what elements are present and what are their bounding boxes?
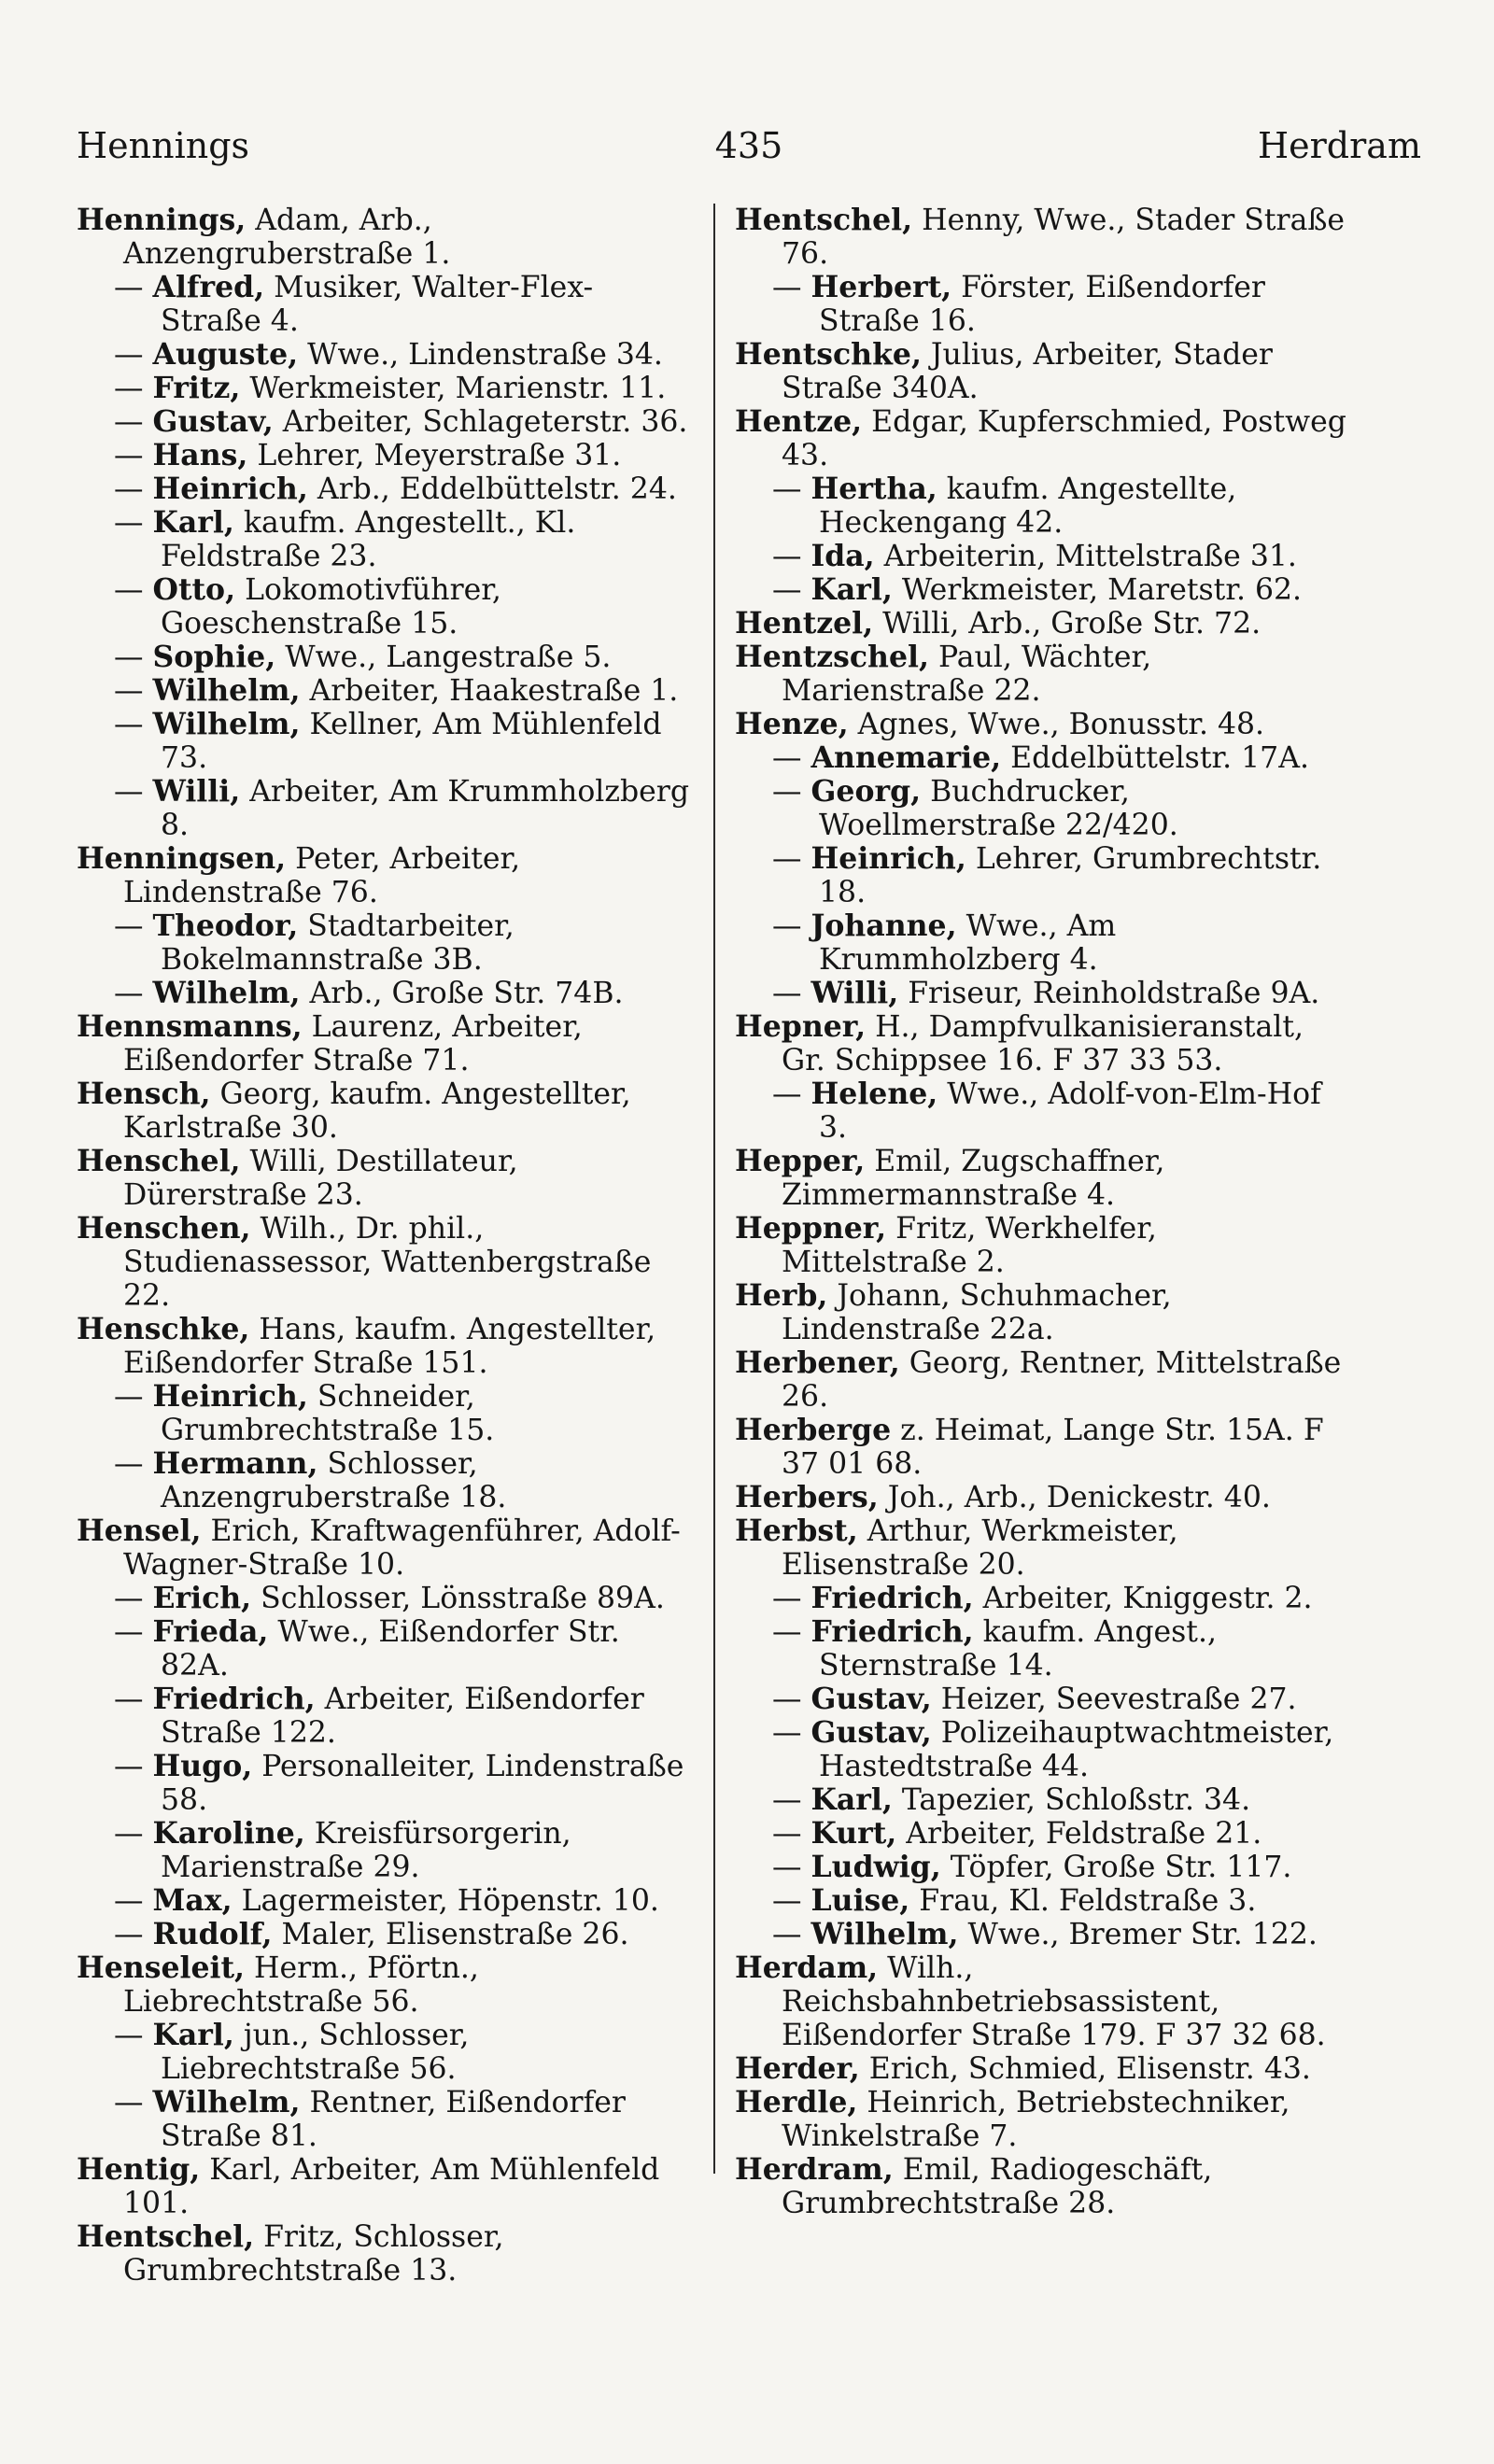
directory-entry: [77, 1817, 693, 1884]
entry-details: Henny, Wwe., Stader Straße 76.: [782, 204, 1346, 271]
entry-details: Wwe., Adolf-von-Elm-Hof 3.: [819, 1077, 1321, 1145]
entry-name: Auguste,: [152, 337, 299, 372]
entry-name: Georg,: [810, 774, 922, 809]
entry-details: Arb., Große Str. 74B.: [309, 977, 624, 1010]
directory-entry: [735, 1615, 1351, 1683]
entry-name: Gustav,: [810, 1715, 932, 1750]
entry-name: Kurt,: [810, 1816, 897, 1851]
entry-name: Herdam,: [735, 1950, 879, 1985]
entry-details: Wwe., Langestraße 5.: [285, 641, 612, 674]
entry-name: Herbert,: [810, 270, 952, 304]
entry-name: Friedrich,: [810, 1581, 974, 1615]
entry-details: H., Dampfvulkanisieranstalt, Gr. Schippsee 16. F 37 33 53.: [782, 1010, 1304, 1077]
entry-name: Frieda,: [152, 1614, 269, 1649]
directory-entry: [77, 1447, 693, 1514]
directory-entry: [77, 674, 693, 708]
entry-name: Hennsmanns,: [77, 1009, 303, 1044]
entry-name: Willi,: [810, 976, 899, 1010]
entry-details: Emil, Radiogeschäft, Grumbrechtstraße 28.: [782, 2153, 1213, 2220]
directory-entry: [735, 775, 1351, 842]
entry-name: Gustav,: [810, 1682, 932, 1716]
directory-entry: [735, 1716, 1351, 1783]
directory-entry: [77, 338, 693, 372]
entry-name: Wilhelm,: [810, 1917, 959, 1951]
directory-entry: [77, 1683, 693, 1750]
directory-entry: [735, 909, 1351, 977]
entry-name: Hensch,: [77, 1077, 211, 1111]
entry-details: Fritz, Schlosser, Grumbrechtstraße 13.: [123, 2220, 504, 2288]
entry-details: Arthur, Werkmeister, Elisenstraße 20.: [782, 1514, 1178, 1582]
entry-details: Werkmeister, Maretstr. 62.: [901, 573, 1303, 607]
directory-entry: [77, 573, 693, 641]
directory-entry: [735, 1346, 1351, 1414]
entry-details: Arbeiter, Feldstraße 21.: [906, 1817, 1262, 1851]
entry-name: Henschel,: [77, 1144, 241, 1178]
entry-name: Karl,: [810, 1782, 893, 1817]
entry-details: Personalleiter, Lindenstraße 58.: [161, 1750, 684, 1817]
entry-name: Rudolf,: [152, 1917, 273, 1951]
entry-details: Frau, Kl. Feldstraße 3.: [919, 1884, 1257, 1918]
directory-entry: [77, 405, 693, 439]
entry-details: jun., Schlosser, Liebrechtstraße 56.: [161, 2019, 470, 2086]
entry-name: Herdle,: [735, 2085, 858, 2119]
entry-details: Polizeihauptwachtmeister, Hastedtstraße 44.: [819, 1716, 1334, 1783]
entry-details: Rentner, Eißendorfer Straße 81.: [161, 2086, 626, 2153]
directory-entry: [77, 1514, 693, 1582]
directory-entry: [735, 1851, 1351, 1884]
directory-entry: [735, 1514, 1351, 1582]
entry-name: Herb,: [735, 1278, 828, 1313]
entry-details: Friseur, Reinholdstraße 9A.: [908, 977, 1320, 1010]
directory-entry: [77, 977, 693, 1010]
directory-entry: [735, 741, 1351, 775]
directory-entry: [735, 1077, 1351, 1145]
entry-name: Heinrich,: [152, 472, 308, 506]
directory-entry: [77, 1145, 693, 1212]
directory-entry: [735, 204, 1351, 271]
entry-details: Wwe., Am Krummholzberg 4.: [819, 909, 1117, 977]
directory-entry: [77, 1077, 693, 1145]
directory-entry: [735, 1279, 1351, 1346]
directory-entry: [735, 1817, 1351, 1851]
entry-name: Henze,: [735, 707, 849, 741]
directory-entry: [735, 1783, 1351, 1817]
directory-entry: [77, 204, 693, 271]
entry-name: Wilhelm,: [152, 2085, 301, 2119]
entry-details: Arbeiter, Schlageterstr. 36.: [282, 405, 688, 439]
directory-entry: [77, 439, 693, 472]
entry-name: Herder,: [735, 2051, 860, 2086]
entry-details: Julius, Arbeiter, Stader Straße 340A.: [782, 338, 1273, 405]
entry-name: Hentzel,: [735, 606, 874, 641]
entry-name: Heppner,: [735, 1211, 887, 1246]
directory-entry: [735, 271, 1351, 338]
directory-entry: [735, 2052, 1351, 2086]
directory-entry: [77, 641, 693, 674]
entry-details: Wwe., Eißendorfer Str. 82A.: [161, 1615, 620, 1683]
entry-details: Arbeiter, Eißendorfer Straße 122.: [161, 1683, 644, 1750]
directory-entry: [735, 1582, 1351, 1615]
entry-name: Henningsen,: [77, 841, 287, 876]
entry-name: Hentzschel,: [735, 640, 929, 674]
directory-entry: [735, 977, 1351, 1010]
entry-details: Musiker, Walter-Flex-Straße 4.: [161, 271, 594, 338]
directory-entry: [735, 2086, 1351, 2153]
directory-entry: [735, 1918, 1351, 1951]
entry-details: Stadtarbeiter, Bokelmannstraße 3B.: [161, 909, 514, 977]
entry-name: Willi,: [152, 774, 241, 809]
entry-details: Paul, Wächter, Marienstraße 22.: [782, 641, 1152, 708]
left-column: [77, 204, 693, 2288]
directory-entry: [77, 2086, 693, 2153]
entry-details: Joh., Arb., Denickestr. 40.: [887, 1481, 1271, 1514]
directory-entry: [77, 1010, 693, 1077]
entry-details: Schneider, Grumbrechtstraße 15.: [161, 1380, 495, 1447]
entry-details: Herm., Pförtn., Liebrechtstraße 56.: [123, 1951, 479, 2019]
entry-details: z. Heimat, Lange Str. 15A. F 37 01 68.: [782, 1414, 1324, 1481]
directory-entry: [735, 1951, 1351, 2052]
entry-name: Wilhelm,: [152, 673, 301, 708]
entry-name: Helene,: [810, 1077, 938, 1111]
entry-name: Friedrich,: [152, 1682, 316, 1716]
entry-name: Karl,: [152, 2018, 234, 2052]
directory-entry: [77, 1750, 693, 1817]
entry-name: Herbers,: [735, 1480, 879, 1514]
entry-name: Erich,: [152, 1581, 252, 1615]
directory-entry: [77, 2153, 693, 2220]
entry-details: Adam, Arb., Anzengruberstraße 1.: [123, 204, 451, 271]
entry-name: Hennings,: [77, 203, 247, 237]
entry-name: Luise,: [810, 1883, 910, 1918]
directory-entry: [77, 1582, 693, 1615]
entry-name: Gustav,: [152, 404, 274, 439]
entry-name: Henschke,: [77, 1312, 250, 1346]
entry-details: Lokomotivführer, Goeschenstraße 15.: [161, 573, 501, 641]
entry-name: Hentschke,: [735, 337, 922, 372]
entry-name: Herbener,: [735, 1345, 900, 1380]
entry-name: Max,: [152, 1883, 233, 1918]
entry-name: Heinrich,: [152, 1379, 308, 1414]
directory-entry: [77, 1212, 693, 1313]
directory-entry: [735, 1683, 1351, 1716]
entry-details: Lagermeister, Höpenstr. 10.: [241, 1884, 659, 1918]
entry-details: Willi, Destillateur, Dürerstraße 23.: [123, 1145, 518, 1212]
entry-details: Lehrer, Grumbrechtstr. 18.: [819, 842, 1322, 909]
page-number: 435: [714, 125, 783, 166]
entry-name: Johanne,: [810, 908, 957, 943]
entry-details: Tapezier, Schloßstr. 34.: [901, 1783, 1251, 1817]
page-header: [77, 120, 1421, 176]
directory-entry: [77, 1918, 693, 1951]
entry-name: Herdram,: [735, 2152, 894, 2187]
directory-entry: [77, 2019, 693, 2086]
entry-name: Hentze,: [735, 404, 863, 439]
entry-details: Peter, Arbeiter, Lindenstraße 76.: [123, 842, 521, 909]
directory-entry: [735, 573, 1351, 607]
entry-details: Förster, Eißendorfer Straße 16.: [819, 271, 1265, 338]
column-divider: [713, 204, 715, 2174]
directory-entry: [77, 271, 693, 338]
directory-entry: [77, 472, 693, 506]
entry-details: Erich, Kraftwagenführer, Adolf-Wagner-Straße 10.: [123, 1514, 681, 1582]
entry-name: Hepner,: [735, 1009, 867, 1044]
entry-name: Herberge: [735, 1413, 892, 1447]
entry-details: Heizer, Seevestraße 27.: [940, 1683, 1297, 1716]
directory-entry: [77, 842, 693, 909]
entry-name: Herbst,: [735, 1514, 858, 1548]
directory-entry: [735, 1884, 1351, 1918]
directory-entry: [735, 708, 1351, 741]
entry-name: Karoline,: [152, 1816, 305, 1851]
right-column: [735, 204, 1351, 2220]
entry-name: Henseleit,: [77, 1950, 245, 1985]
entry-details: Kreisfürsorgerin, Marienstraße 29.: [161, 1817, 571, 1884]
directory-entry: [735, 842, 1351, 909]
entry-name: Alfred,: [152, 270, 265, 304]
directory-entry: [735, 641, 1351, 708]
entry-name: Wilhelm,: [152, 707, 301, 741]
directory-entry: [77, 1615, 693, 1683]
entry-details: Kellner, Am Mühlenfeld 73.: [161, 708, 662, 775]
entry-name: Hugo,: [152, 1749, 253, 1783]
entry-details: Arb., Eddelbüttelstr. 24.: [317, 472, 677, 506]
entry-details: Lehrer, Meyerstraße 31.: [257, 439, 622, 472]
entry-details: Arbeiter, Kniggestr. 2.: [982, 1582, 1313, 1615]
entry-details: Wilh., Dr. phil., Studienassessor, Wattenbergstraße 22.: [123, 1212, 652, 1313]
directory-entry: [735, 1414, 1351, 1481]
directory-entry: [77, 708, 693, 775]
entry-details: Georg, Rentner, Mittelstraße 26.: [782, 1346, 1342, 1414]
entry-name: Hertha,: [810, 472, 937, 506]
directory-entry: [735, 1145, 1351, 1212]
entry-name: Hans,: [152, 438, 248, 472]
entry-details: Willi, Arb., Große Str. 72.: [882, 607, 1261, 641]
entry-name: Friedrich,: [810, 1614, 974, 1649]
entry-details: Hans, kaufm. Angestellter, Eißendorfer Straße 151.: [123, 1313, 656, 1380]
entry-details: Edgar, Kupferschmied, Postweg 43.: [782, 405, 1346, 472]
entry-details: Erich, Schmied, Elisenstr. 43.: [868, 2052, 1311, 2086]
entry-details: kaufm. Angestellte, Heckengang 42.: [819, 472, 1237, 540]
entry-name: Hentschel,: [735, 203, 913, 237]
entry-details: Johann, Schuhmacher, Lindenstraße 22a.: [782, 1279, 1172, 1346]
directory-entry: [735, 1212, 1351, 1279]
entry-name: Hentig,: [77, 2152, 201, 2187]
directory-entry: [77, 909, 693, 977]
entry-name: Sophie,: [152, 640, 276, 674]
entry-details: Töpfer, Große Str. 117.: [950, 1851, 1292, 1884]
directory-entry: [735, 338, 1351, 405]
directory-entry: [735, 2153, 1351, 2220]
entry-details: Laurenz, Arbeiter, Eißendorfer Straße 71.: [123, 1010, 583, 1077]
entry-name: Otto,: [152, 572, 236, 607]
directory-entry: [77, 775, 693, 842]
directory-entry: [77, 1313, 693, 1380]
directory-entry: [77, 1951, 693, 2019]
directory-entry: [77, 506, 693, 573]
directory-entry: [735, 540, 1351, 573]
entry-name: Wilhelm,: [152, 976, 301, 1010]
entry-name: Hentschel,: [77, 2219, 255, 2254]
entry-details: Agnes, Wwe., Bonusstr. 48.: [857, 708, 1265, 741]
directory-entry: [735, 472, 1351, 540]
entry-name: Theodor,: [152, 908, 299, 943]
entry-details: Arbeiter, Haakestraße 1.: [309, 674, 679, 708]
entry-name: Annemarie,: [810, 740, 1002, 775]
entry-name: Hermann,: [152, 1446, 318, 1481]
directory-entry: [735, 1481, 1351, 1514]
entry-details: kaufm. Angest., Sternstraße 14.: [819, 1615, 1217, 1683]
entry-details: Werkmeister, Marienstr. 11.: [249, 372, 667, 405]
directory-entry: [77, 1884, 693, 1918]
entry-details: Fritz, Werkhelfer, Mittelstraße 2.: [782, 1212, 1157, 1279]
running-head-last-entry: Herdram: [1258, 125, 1421, 166]
entry-name: Karl,: [152, 505, 234, 540]
entry-name: Heinrich,: [810, 841, 966, 876]
entry-name: Hepper,: [735, 1144, 866, 1178]
entry-name: Fritz,: [152, 371, 241, 405]
directory-entry: [77, 2220, 693, 2288]
directory-entry: [77, 1380, 693, 1447]
entry-details: Schlosser, Lönsstraße 89A.: [261, 1582, 665, 1615]
entry-details: Schlosser, Anzengruberstraße 18.: [161, 1447, 507, 1514]
entry-details: Arbeiter, Am Krummholzberg 8.: [161, 775, 689, 842]
entry-name: Karl,: [810, 572, 893, 607]
entry-details: Karl, Arbeiter, Am Mühlenfeld 101.: [123, 2153, 660, 2220]
entry-name: Ida,: [810, 539, 875, 573]
directory-entry: [735, 1010, 1351, 1077]
entry-details: Wwe., Bremer Str. 122.: [967, 1918, 1318, 1951]
entry-details: Wilh., Reichsbahnbetriebsassistent, Eißendorfer Straße 179. F 37 32 68.: [782, 1951, 1326, 2052]
entry-details: Arbeiterin, Mittelstraße 31.: [883, 540, 1297, 573]
directory-entry: [735, 607, 1351, 641]
entry-name: Ludwig,: [810, 1850, 941, 1884]
entry-details: Heinrich, Betriebstechniker, Winkelstraße 7.: [782, 2086, 1290, 2153]
running-head-first-entry: Hennings: [77, 125, 250, 166]
entry-details: Georg, kaufm. Angestellter, Karlstraße 30.: [123, 1077, 631, 1145]
entry-details: Eddelbüttelstr. 17A.: [1010, 741, 1309, 775]
entry-details: Maler, Elisenstraße 26.: [281, 1918, 629, 1951]
entry-details: Buchdrucker, Woellmerstraße 22/420.: [819, 775, 1178, 842]
entry-details: Emil, Zugschaffner, Zimmermannstraße 4.: [782, 1145, 1165, 1212]
entry-details: kaufm. Angestellt., Kl. Feldstraße 23.: [161, 506, 576, 573]
entry-name: Hensel,: [77, 1514, 202, 1548]
directory-entry: [77, 372, 693, 405]
directory-entry: [735, 405, 1351, 472]
entry-details: Wwe., Lindenstraße 34.: [307, 338, 663, 372]
entry-name: Henschen,: [77, 1211, 251, 1246]
